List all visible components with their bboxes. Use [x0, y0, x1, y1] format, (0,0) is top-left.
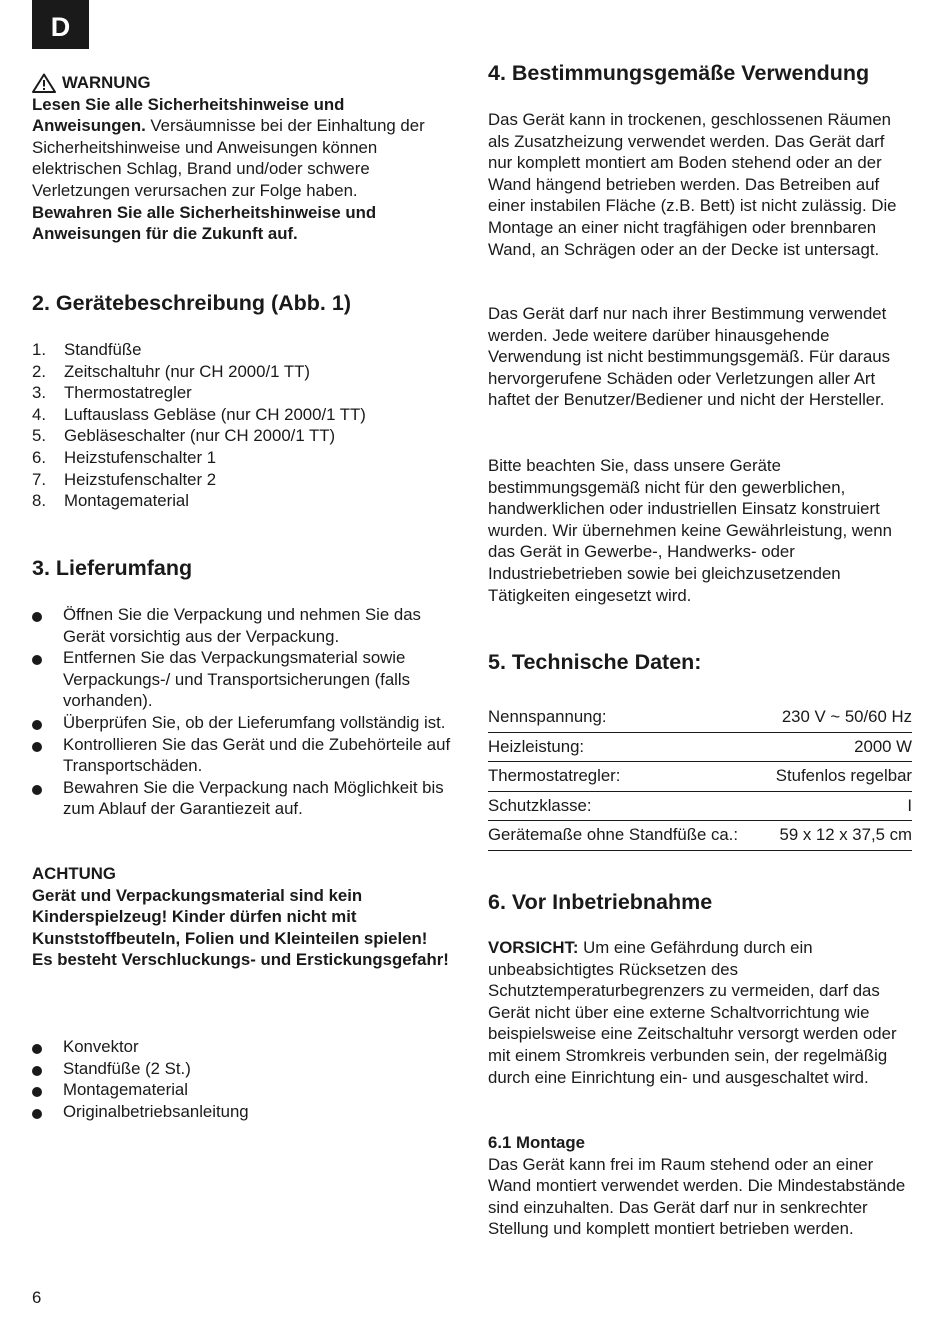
list-item: Standfüße (2 St.)	[32, 1058, 457, 1080]
package-contents-list	[32, 1036, 457, 1122]
warning-text	[32, 94, 457, 202]
caution-title: ACHTUNG	[32, 864, 116, 883]
section-2-heading: 2. Gerätebeschreibung (Abb. 1)	[32, 291, 351, 315]
list-item: Konvektor	[32, 1036, 457, 1058]
section-5-heading: 5. Technische Daten:	[488, 650, 702, 674]
section-6-heading: 6. Vor Inbetriebnahme	[488, 890, 713, 914]
warning-normal-text: Versäumnisse bei der Einhaltung der Sicherheitshinweise und Anweisungen können elektrischen Schlag, Brand und/oder schwere Verletzungen verursachen zur Folge haben.	[32, 116, 425, 200]
list-item: 5. Gebläseschalter (nur CH 2000/1 TT)	[32, 426, 336, 446]
list-item: Kontrollieren Sie das Gerät und die Zubehörteile auf Transportschäden.	[32, 734, 457, 777]
list-item: 8. Montagematerial	[32, 491, 189, 511]
warning-triangle-icon	[32, 73, 56, 93]
precaution-label: VORSICHT:	[488, 938, 579, 957]
warning-heading	[32, 72, 457, 94]
caution-text-2: Es besteht Verschluckungs- und Erstickungsgefahr!	[32, 950, 449, 970]
caution-text: Gerät und Verpackungsmaterial sind kein Kinderspielzeug! Kinder dürfen nicht mit Kunststoffbeuteln, Folien und Kleinteilen spielen!	[32, 885, 428, 948]
bullet-icon	[32, 1101, 63, 1123]
bullet-icon	[32, 1036, 63, 1058]
list-item: Originalbetriebsanleitung	[32, 1101, 457, 1123]
mounting-heading: 6.1 Montage	[488, 1133, 585, 1152]
technical-data-table	[488, 703, 912, 851]
warning-bold-intro: Lesen Sie alle Sicherheitshinweise und Anweisungen.	[32, 94, 345, 136]
bullet-icon	[32, 777, 63, 820]
precaution-paragraph	[488, 937, 912, 1088]
table-row: Nennspannung: 230 V ~ 50/60 Hz	[488, 703, 912, 732]
list-item: 6. Heizstufenschalter 1	[32, 447, 217, 467]
mounting-block	[488, 1132, 912, 1240]
bullet-icon	[32, 1058, 63, 1080]
mounting-text: Das Gerät kann frei im Raum stehend oder an einer Wand montiert verwendet werden. Die Mindestabstände sind einzuhalten. Das Gerät darf nur in senkrechter Stellung und komplett montiert betrieben werden.	[488, 1154, 906, 1239]
warning-keep-text: Bewahren Sie alle Sicherheitshinweise und Anweisungen für die Zukunft auf.	[32, 202, 377, 244]
list-item: Öffnen Sie die Verpackung und nehmen Sie das Gerät vorsichtig aus der Verpackung.	[32, 604, 457, 647]
bullet-icon	[32, 647, 63, 712]
warning-title: WARNUNG	[62, 73, 151, 92]
list-item: Überprüfen Sie, ob der Lieferumfang vollständig ist.	[32, 712, 457, 734]
page-number: 6	[32, 1288, 42, 1307]
bullet-icon	[32, 604, 63, 647]
bullet-icon	[32, 1079, 63, 1101]
table-row: Heizleistung: 2000 W	[488, 732, 912, 762]
intended-use-paragraph-1: Das Gerät kann in trockenen, geschlossenen Räumen als Zusatzheizung verwendet werden. Das Gerät darf nur komplett montiert am Boden stehend oder an der Wand hängend betrieben werden. Das Betreiben auf einer instabilen Fläche (z.B. Bett) ist nicht zulässig. Die Montage an einer nicht tragfähigen oder brennbaren Wand, an Schrägen oder an der Decke ist untersagt.	[488, 110, 897, 259]
list-item: 4. Luftauslass Gebläse (nur CH 2000/1 TT)	[32, 404, 366, 424]
list-item: 3. Thermostatregler	[32, 383, 192, 403]
list-item: Entfernen Sie das Verpackungsmaterial sowie Verpackungs-/ und Transportsicherungen (falls vorhanden).	[32, 647, 457, 712]
device-parts-list	[32, 339, 457, 512]
precaution-text: Um eine Gefährdung durch ein unbeabsichtigtes Rücksetzen des Schutztemperaturbegrenzers zu vermeiden, darf das Gerät nicht über eine externe Schaltvorrichtung wie beispielsweise eine Zeitschaltuhr versorgt werden oder mit einem Stromkreis verbunden sein, der regelmäßig durch eine Einrichtung ein- und ausgeschaltet wird.	[488, 938, 897, 1087]
list-item: Bewahren Sie die Verpackung nach Möglichkeit bis zum Ablauf der Garantiezeit auf.	[32, 777, 457, 820]
table-row: Thermostatregler: Stufenlos regelbar	[488, 762, 912, 792]
list-item: 2. Zeitschaltuhr (nur CH 2000/1 TT)	[32, 361, 310, 381]
bullet-icon	[32, 734, 63, 777]
section-4-heading: 4. Bestimmungsgemäße Verwendung	[488, 61, 870, 85]
language-tab: D	[32, 0, 89, 49]
table-row: Gerätemaße ohne Standfüße ca.: 59 x 12 x 37,5 cm	[488, 821, 912, 851]
caution-block	[32, 863, 457, 971]
warning-block	[32, 72, 457, 245]
list-item: 7. Heizstufenschalter 2	[32, 469, 217, 489]
list-item: 1. Standfüße	[32, 340, 142, 359]
intended-use-paragraph-3: Bitte beachten Sie, dass unsere Geräte bestimmungsgemäß nicht für den gewerblichen, handwerklichen oder industriellen Einsatz konstruiert wurden. Wir übernehmen keine Gewährleistung, wenn das Gerät in Gewerbe-, Handwerks- oder Industriebetrieben sowie bei gleichzusetzenden Tätigkeiten eingesetzt wird.	[488, 456, 892, 605]
section-3-heading: 3. Lieferumfang	[32, 556, 193, 580]
intended-use-paragraph-2: Das Gerät darf nur nach ihrer Bestimmung verwendet werden. Jede weitere darüber hinausgehende Verwendung ist nicht bestimmungsgemäß. Für daraus hervorgerufene Schäden oder Verletzungen aller Art haftet der Benutzer/Bediener und nicht der Hersteller.	[488, 304, 891, 410]
list-item: Montagematerial	[32, 1079, 457, 1101]
unpacking-steps-list	[32, 604, 457, 820]
bullet-icon	[32, 712, 63, 734]
table-row: Schutzklasse: I	[488, 791, 912, 821]
